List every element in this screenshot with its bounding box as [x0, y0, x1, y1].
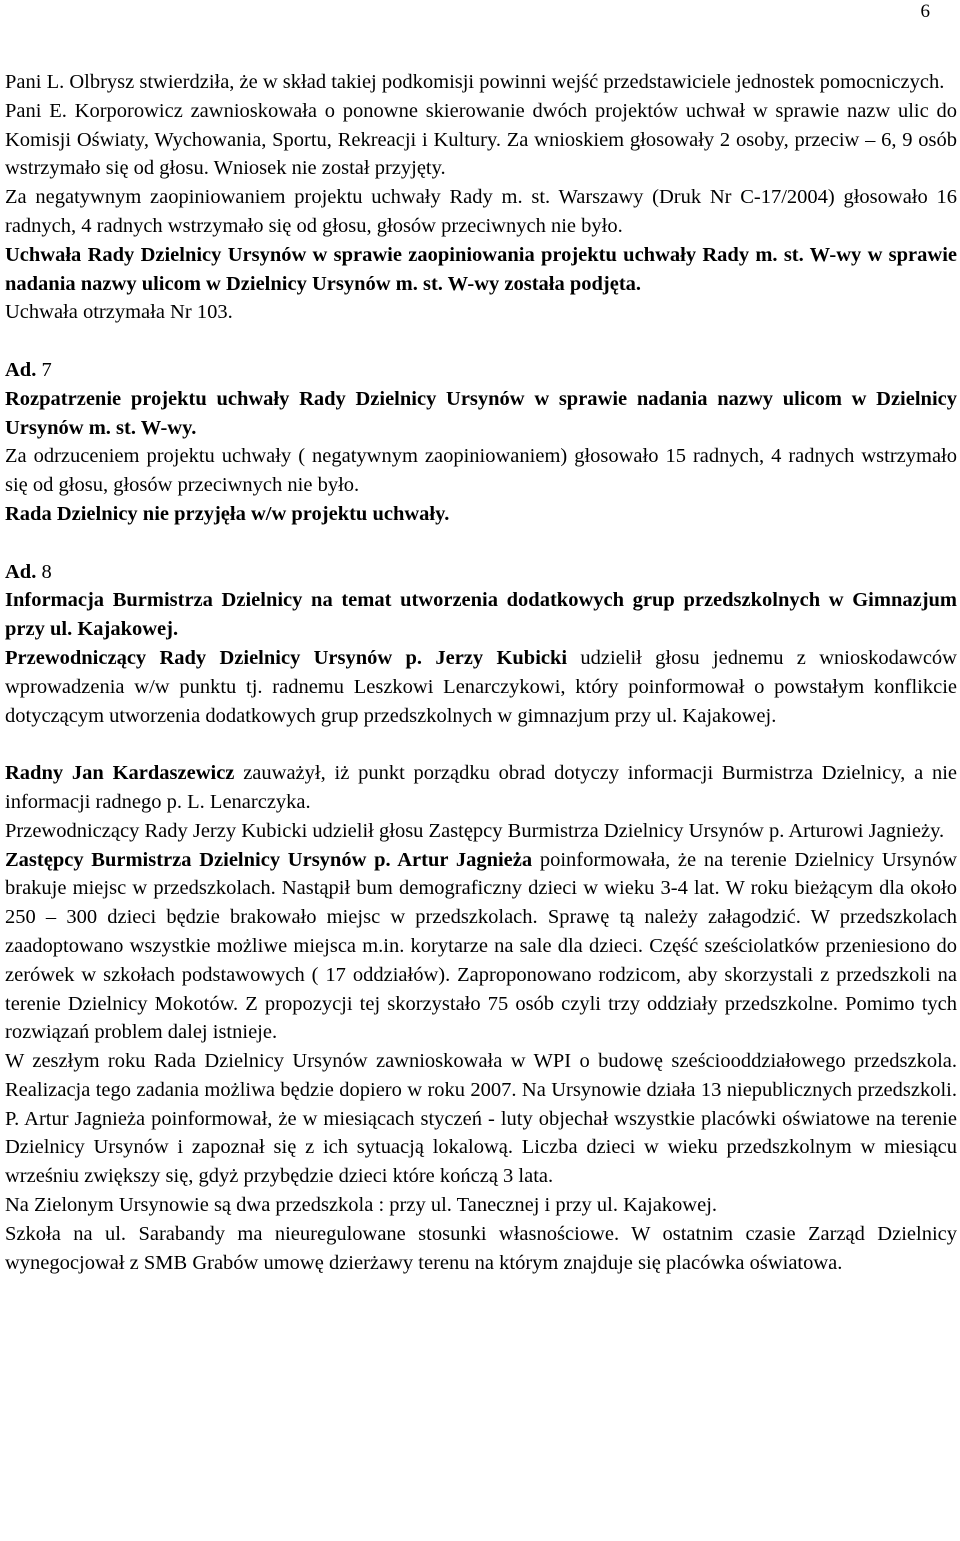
paragraph-text: poinformowała, że na terenie Dzielnicy Ursynów brakuje miejsc w przedszkolach. Nastąpił bum demograficzny dzieci w wieku 3-4 lat. W roku bieżącym dla około 250 – 300 dzieci będzie brakowało miejsc w przedszkolach. Sprawę tą należy załagodzić. W przedszkolach zaadoptowano wszystkie możliwe miejsca m.in. korytarze na sale dla dzieci. Część sześciolatków przeniesiono do zerówek w szkołach podstawowych ( 17 oddziałów). Zaproponowano rodzicom, aby skorzystali z przedszkoli na terenie Dzielnicy Mokotów. Z propozycji tej skorzystało 75 osób czyli trzy oddziały przedszkolne. Pomimo tych rozwiązań problem dalej istnieje.	[5, 848, 957, 1044]
paragraph-sarabandy	[5, 1220, 957, 1278]
resolution-text: Uchwała Rady Dzielnicy Ursynów w sprawie zaopiniowania projektu uchwały Rady m. st. W-wy w sprawie nadania nazwy ulicom w Dzielnicy Ursynów m. st. W-wy została podjęta.	[5, 243, 957, 295]
paragraph-text: Szkoła na ul. Sarabandy ma nieuregulowane stosunki własnościowe. W ostatnim czasie Zarząd Dzielnicy wynegocjował z SMB Grabów umowę dzierżawy terenu na którym znajduje się placówka oświatowa.	[5, 1222, 957, 1274]
agenda-item-8	[5, 558, 957, 587]
paragraph-text: Uchwała otrzymała Nr 103.	[5, 301, 233, 324]
agenda-7-title	[5, 385, 957, 443]
paragraph-text: udzielił głosu jednemu z wnioskodawców wprowadzenia w/w punktu tj. radnemu Leszkowi Lenarczykowi, który poinformował o powstałym konflikcie dotyczącym utworzenia dodatkowych grup przedszkolnych w gimnazjum przy ul. Kajakowej.	[5, 646, 957, 727]
paragraph-olbrysz	[5, 68, 957, 97]
paragraph-text: Przewodniczący Rady Jerzy Kubicki udzielił głosu Zastępcy Burmistrza Dzielnicy Ursynów p. Arturowi Jagnieży.	[5, 819, 945, 842]
paragraph-vote-c17	[5, 183, 957, 241]
paragraph-text: Za negatywnym zaopiniowaniem projektu uchwały Rady m. st. Warszawy (Druk Nr C-17/2004) głosowało 16 radnych, 4 radnych wstrzymało się od głosu, głosów przeciwnych nie było.	[5, 186, 957, 237]
speaker-name: Zastępcy Burmistrza Dzielnicy Ursynów p. Artur Jagnieża	[5, 848, 533, 871]
speaker-name: Przewodniczący Rady Dzielnicy Ursynów p. Jerzy Kubicki	[5, 646, 568, 669]
paragraph-text: Pani L. Olbrysz stwierdziła, że w skład takiej podkomisji powinni wejść przedstawiciele jednostek pomocniczych.	[5, 71, 945, 93]
agenda-title-text: Informacja Burmistrza Dzielnicy na temat utworzenia dodatkowych grup przedszkolnych w Gimnazjum przy ul. Kajakowej.	[5, 589, 957, 641]
paragraph-text: Za odrzuceniem projektu uchwały ( negatywnym zaopiniowaniem) głosowało 15 radnych, 4 radnych wstrzymało się od głosu, głosów przeciwnych nie było.	[5, 445, 957, 497]
paragraph-text: zauważył, iż punkt porządku obrad dotyczy informacji Burmistrza Dzielnicy, a nie informacji radnego p. L. Lenarczyka.	[5, 762, 958, 813]
paragraph-text: Na Zielonym Ursynowie są dwa przedszkola : przy ul. Tanecznej i przy ul. Kajakowej.	[5, 1194, 718, 1217]
paragraph-kubicki	[5, 644, 957, 730]
document-body	[5, 68, 957, 1277]
page-number: 6	[920, 1, 930, 22]
paragraph-text: W zeszłym roku Rada Dzielnicy Ursynów zawnioskowała w WPI o budowę sześciooddziałowego przedszkola. Realizacja tego zadania możliwa będzie dopiero w roku 2007. Na Ursynowie działa 13 niepublicznych przedszkoli. P. Artur Jagnieża poinformował, że w miesiącach styczeń - luty objechał wszystkie placówki oświatowe na terenie Dzielnicy Ursynów i zapoznał się z ich sytuacją lokalową. Liczba dzieci w wieku przedszkolnym w miesiącu wrześniu zwiększy się, gdyż przybędzie dzieci które kończą 3 lata.	[5, 1050, 957, 1188]
paragraph-vote-rejection	[5, 442, 957, 500]
paragraph-jagnieza	[5, 846, 957, 1048]
paragraph-zielony-ursynow	[5, 1191, 957, 1220]
decision-text: Rada Dzielnicy nie przyjęła w/w projektu uchwały.	[5, 502, 450, 525]
agenda-item-7	[5, 356, 957, 385]
agenda-8-title	[5, 586, 957, 644]
paragraph-korporowicz	[5, 97, 957, 183]
agenda-prefix: Ad.	[5, 560, 42, 583]
agenda-number: 7	[41, 358, 52, 381]
agenda-prefix: Ad.	[5, 358, 42, 381]
agenda-number: 8	[41, 560, 52, 583]
agenda-title-text: Rozpatrzenie projektu uchwały Rady Dzielnicy Ursynów w sprawie nadania nazwy ulicom w Dzielnicy Ursynów m. st. W-wy.	[5, 387, 957, 439]
paragraph-last-year	[5, 1047, 957, 1191]
paragraph-kardaszewicz	[5, 759, 957, 817]
paragraph-chair-gives-floor	[5, 817, 957, 846]
paragraph-text: Pani E. Korporowicz zawnioskowała o ponowne skierowanie dwóch projektów uchwał w sprawie nazw ulic do Komisji Oświaty, Wychowania, Sportu, Rekreacji i Kultury. Za wnioskiem głosowały 2 osoby, przeciw – 6, 9 osób wstrzymało się od głosu. Wniosek nie został przyjęty.	[5, 99, 957, 180]
speaker-name: Radny Jan Kardaszewicz	[5, 762, 235, 785]
resolution-number	[5, 298, 957, 327]
council-decision	[5, 500, 957, 529]
resolution-adopted	[5, 241, 957, 299]
